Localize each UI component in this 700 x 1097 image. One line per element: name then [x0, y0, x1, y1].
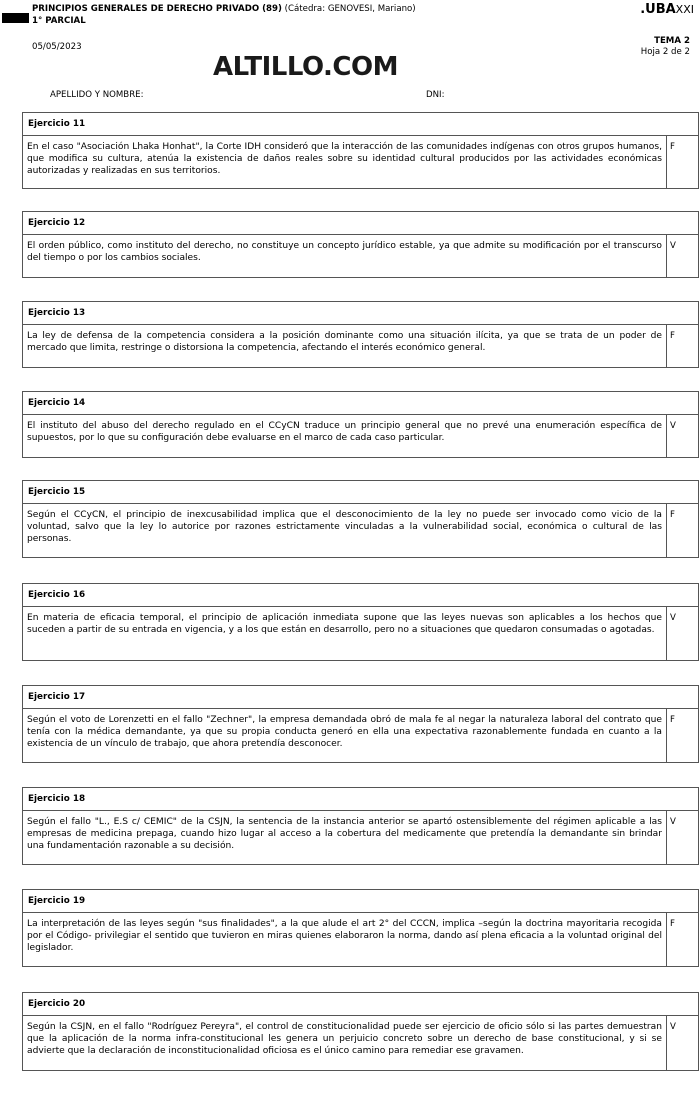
catedra: (Cátedra: GENOVESI, Mariano) — [284, 4, 416, 14]
exercise-answer: F — [670, 510, 675, 520]
altillo-logo: ALTILLO.COM — [213, 52, 398, 82]
exercise-box — [22, 583, 699, 661]
course-title — [32, 4, 416, 14]
exercise-box — [22, 787, 699, 865]
exercise-answer: F — [670, 715, 675, 725]
exercise-box — [22, 211, 699, 278]
exercise-statement: La ley de defensa de la competencia considera a la posición dominante como una situación ilícita, ya que se trata de un poder de mercado que limita, restringe o distorsiona la competencia, afectando el interés económico general. — [23, 325, 667, 367]
parcial-label: 1° PARCIAL — [32, 16, 86, 26]
exam-date: 05/05/2023 — [32, 42, 82, 52]
exercise-title: Ejercicio 18 — [23, 788, 698, 811]
dni-label: DNI: — [426, 90, 445, 100]
uba-logo: .UBAXXI — [640, 2, 694, 17]
exercise-answer: F — [670, 142, 675, 152]
exercise-answer: V — [670, 241, 676, 251]
course-name: PRINCIPIOS GENERALES DE DERECHO PRIVADO (89) — [32, 4, 282, 14]
redaction-bar — [2, 13, 29, 23]
exercise-answer: V — [670, 613, 676, 623]
exercise-title: Ejercicio 15 — [23, 481, 698, 504]
exercise-statement: En el caso "Asociación Lhaka Honhat", la Corte IDH consideró que la interacción de las comunidades indígenas con otros grupos humanos, que modifica su cultura, atenúa la existencia de daños reales sobre su identidad cultural producidos por las actividades económicas autorizadas y realizadas en sus territorios. — [23, 136, 667, 188]
exercise-title: Ejercicio 17 — [23, 686, 698, 709]
exercise-box — [22, 112, 699, 189]
exercise-answer: F — [670, 919, 675, 929]
exercise-statement: Según el fallo "L., E.S c/ CEMIC" de la CSJN, la sentencia de la instancia anterior se apartó ostensiblemente del régimen aplicable a las empresas de medicina prepaga, cuando hizo lugar al acceso a la cobertura del medicamente que pretendía la demandante sin brindar una fundamentación razonable a su decisión. — [23, 811, 667, 864]
exercise-statement: Según el voto de Lorenzetti en el fallo "Zechner", la empresa demandada obró de mala fe al negar la naturaleza laboral del contrato que tenía con la médica demandante, ya que su propia conducta generó en ella una expectativa razonablemente fundada en cuanto a la existencia de un vínculo de trabajo, que ahora pretendía desconocer. — [23, 709, 667, 762]
exercise-statement: En materia de eficacia temporal, el principio de aplicación inmediata supone que las leyes nuevas son aplicables a los hechos que suceden a partir de su entrada en vigencia, y a los que están en desarrollo, pero no a situaciones que quedaron consumadas o agotadas. — [23, 607, 667, 660]
exercise-box — [22, 889, 699, 967]
exercise-answer: F — [670, 331, 675, 341]
apellido-label: APELLIDO Y NOMBRE: — [50, 90, 144, 100]
page-number: Hoja 2 de 2 — [640, 47, 690, 57]
tema-label: TEMA 2 — [654, 36, 690, 46]
exercise-box — [22, 992, 699, 1071]
exercise-answer: V — [670, 817, 676, 827]
exercise-statement: Según la CSJN, en el fallo "Rodríguez Pereyra", el control de constitucionalidad puede ser ejercicio de oficio sólo si las partes demuestran que la aplicación de la norma infra-constitucional les genera un perjuicio concreto sobre un derecho de base constitucional, y si se advierte que la declaración de inconstitucionalidad oficiosa es el único camino para remediar ese gravamen. — [23, 1016, 667, 1070]
exercise-box — [22, 391, 699, 458]
exercise-box — [22, 685, 699, 763]
exercise-statement: El orden público, como instituto del derecho, no constituye un concepto jurídico estable, ya que admite su modificación por el transcurso del tiempo o por los cambios sociales. — [23, 235, 667, 277]
exercise-statement: Según el CCyCN, el principio de inexcusabilidad implica que el desconocimiento de la ley no puede ser invocado como vicio de la voluntad, salvo que la ley lo autorice por razones estrictamente vinculadas a la vulnerabilidad social, económica o cultural de las personas. — [23, 504, 667, 557]
exercise-box — [22, 480, 699, 558]
exercise-title: Ejercicio 16 — [23, 584, 698, 607]
exercise-title: Ejercicio 11 — [23, 113, 698, 136]
exercise-answer: V — [670, 421, 676, 431]
exercise-title: Ejercicio 20 — [23, 993, 698, 1016]
exercise-answer: V — [670, 1022, 676, 1032]
exercise-statement: El instituto del abuso del derecho regulado en el CCyCN traduce un principio general que no prevé una enumeración específica de supuestos, por lo que su configuración debe evaluarse en el marco de cada caso particular. — [23, 415, 667, 457]
exercise-statement: La interpretación de las leyes según "sus finalidades", a la que alude el art 2° del CCCN, implica –según la doctrina mayoritaria recogida por el Código- privilegiar el sentido que tuvieron en miras quienes elaboraron la norma, dando así plena eficacia a la voluntad original del legislador. — [23, 913, 667, 966]
exercise-title: Ejercicio 12 — [23, 212, 698, 235]
exercise-title: Ejercicio 14 — [23, 392, 698, 415]
exercise-title: Ejercicio 19 — [23, 890, 698, 913]
exercise-box — [22, 301, 699, 368]
exercise-title: Ejercicio 13 — [23, 302, 698, 325]
